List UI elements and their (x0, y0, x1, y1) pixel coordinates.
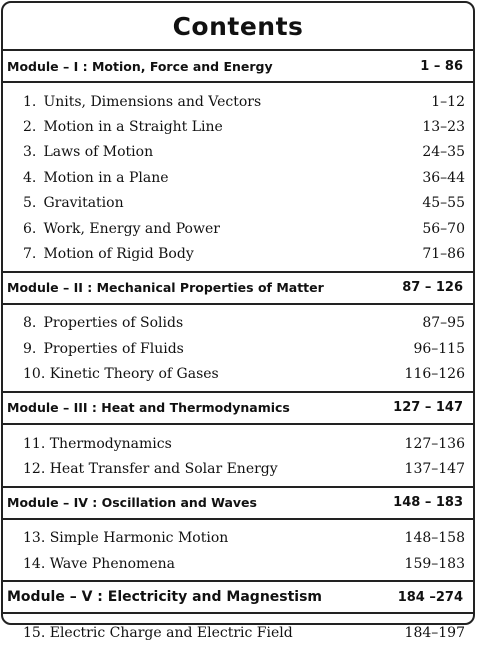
chapter-row[interactable] (3, 216, 473, 241)
chapter-row[interactable] (3, 241, 473, 266)
chapter-pages: 1–12 (431, 93, 465, 110)
chapter-title: Laws of Motion (43, 144, 154, 161)
chapter-list-module-4 (3, 520, 473, 583)
chapter-list-module-1 (3, 83, 473, 273)
chapter-pages: 36–44 (422, 169, 465, 186)
chapter-pages: 56–70 (422, 220, 465, 237)
chapter-list-module-2 (3, 305, 473, 393)
chapter-pages: 127–136 (404, 435, 465, 452)
module-label: Module – IV : Oscillation and Waves (7, 495, 257, 511)
chapter-number: 8. (23, 315, 37, 332)
contents-frame (1, 1, 475, 642)
chapter-title: Units, Dimensions and Vectors (43, 93, 262, 110)
chapter-row[interactable] (3, 526, 473, 551)
chapter-number: 2. (23, 119, 37, 136)
module-header-5 (3, 582, 473, 614)
chapter-row[interactable] (3, 165, 473, 190)
module-pages: 1 – 86 (420, 58, 463, 74)
module-header-2 (3, 273, 473, 305)
chapter-title: Properties of Fluids (43, 340, 184, 357)
chapter-pages: 71–86 (422, 246, 465, 263)
chapter-number: 11. (23, 435, 46, 452)
module-label: Module – I : Motion, Force and Energy (7, 58, 273, 74)
chapter-number: 4. (23, 169, 37, 186)
chapter-row[interactable] (3, 620, 473, 645)
chapter-number: 3. (23, 144, 37, 161)
module-label: Module – III : Heat and Thermodynamics (7, 400, 290, 416)
chapter-title: Heat Transfer and Solar Energy (49, 460, 278, 477)
chapter-title: Gravitation (43, 195, 124, 212)
chapter-title: Simple Harmonic Motion (49, 530, 229, 547)
module-pages: 87 – 126 (402, 280, 463, 296)
module-header-1 (3, 51, 473, 83)
chapter-title: Motion of Rigid Body (43, 246, 194, 263)
chapter-row[interactable] (3, 140, 473, 165)
chapter-number: 13. (23, 530, 46, 547)
chapter-number: 14. (23, 555, 46, 572)
module-pages: 184 –274 (397, 589, 463, 605)
chapter-pages: 45–55 (422, 195, 465, 212)
chapter-row[interactable] (3, 191, 473, 216)
chapter-pages: 159–183 (404, 555, 465, 572)
chapter-row[interactable] (3, 311, 473, 336)
chapter-number: 6. (23, 220, 37, 237)
chapter-row[interactable] (3, 336, 473, 361)
chapter-row[interactable] (3, 89, 473, 114)
chapter-list-module-5 (3, 614, 473, 649)
chapter-row[interactable] (3, 114, 473, 139)
chapter-number: 15. (23, 625, 46, 642)
chapter-number: 1. (23, 93, 37, 110)
chapter-title: Properties of Solids (43, 315, 184, 332)
chapter-title: Kinetic Theory of Gases (49, 366, 219, 383)
chapter-pages: 96–115 (413, 340, 465, 357)
page-title: Contents (3, 3, 473, 51)
chapter-pages: 87–95 (422, 315, 465, 332)
chapter-number: 9. (23, 340, 37, 357)
chapter-title: Electric Charge and Electric Field (49, 625, 293, 642)
chapter-pages: 148–158 (404, 530, 465, 547)
chapter-list-module-3 (3, 425, 473, 488)
module-label: Module – V : Electricity and Magnestism (7, 589, 323, 606)
chapter-title: Thermodynamics (49, 435, 172, 452)
chapter-pages: 137–147 (404, 460, 465, 477)
module-pages: 127 – 147 (393, 400, 463, 416)
chapter-row[interactable] (3, 456, 473, 481)
module-header-3 (3, 393, 473, 425)
chapter-row[interactable] (3, 551, 473, 576)
chapter-pages: 13–23 (422, 119, 465, 136)
chapter-number: 12. (23, 460, 46, 477)
chapter-number: 7. (23, 246, 37, 263)
chapter-title: Motion in a Plane (43, 169, 169, 186)
chapter-row[interactable] (3, 431, 473, 456)
module-pages: 148 – 183 (393, 495, 463, 511)
chapter-pages: 184–197 (404, 625, 465, 642)
module-label: Module – II : Mechanical Properties of Matter (7, 280, 324, 296)
module-header-4 (3, 488, 473, 520)
chapter-row[interactable] (3, 362, 473, 387)
chapter-number: 5. (23, 195, 37, 212)
chapter-pages: 24–35 (422, 144, 465, 161)
chapter-pages: 116–126 (404, 366, 465, 383)
chapter-title: Work, Energy and Power (43, 220, 220, 237)
chapter-number: 10. (23, 366, 46, 383)
chapter-title: Wave Phenomena (49, 555, 175, 572)
chapter-title: Motion in a Straight Line (43, 119, 223, 136)
